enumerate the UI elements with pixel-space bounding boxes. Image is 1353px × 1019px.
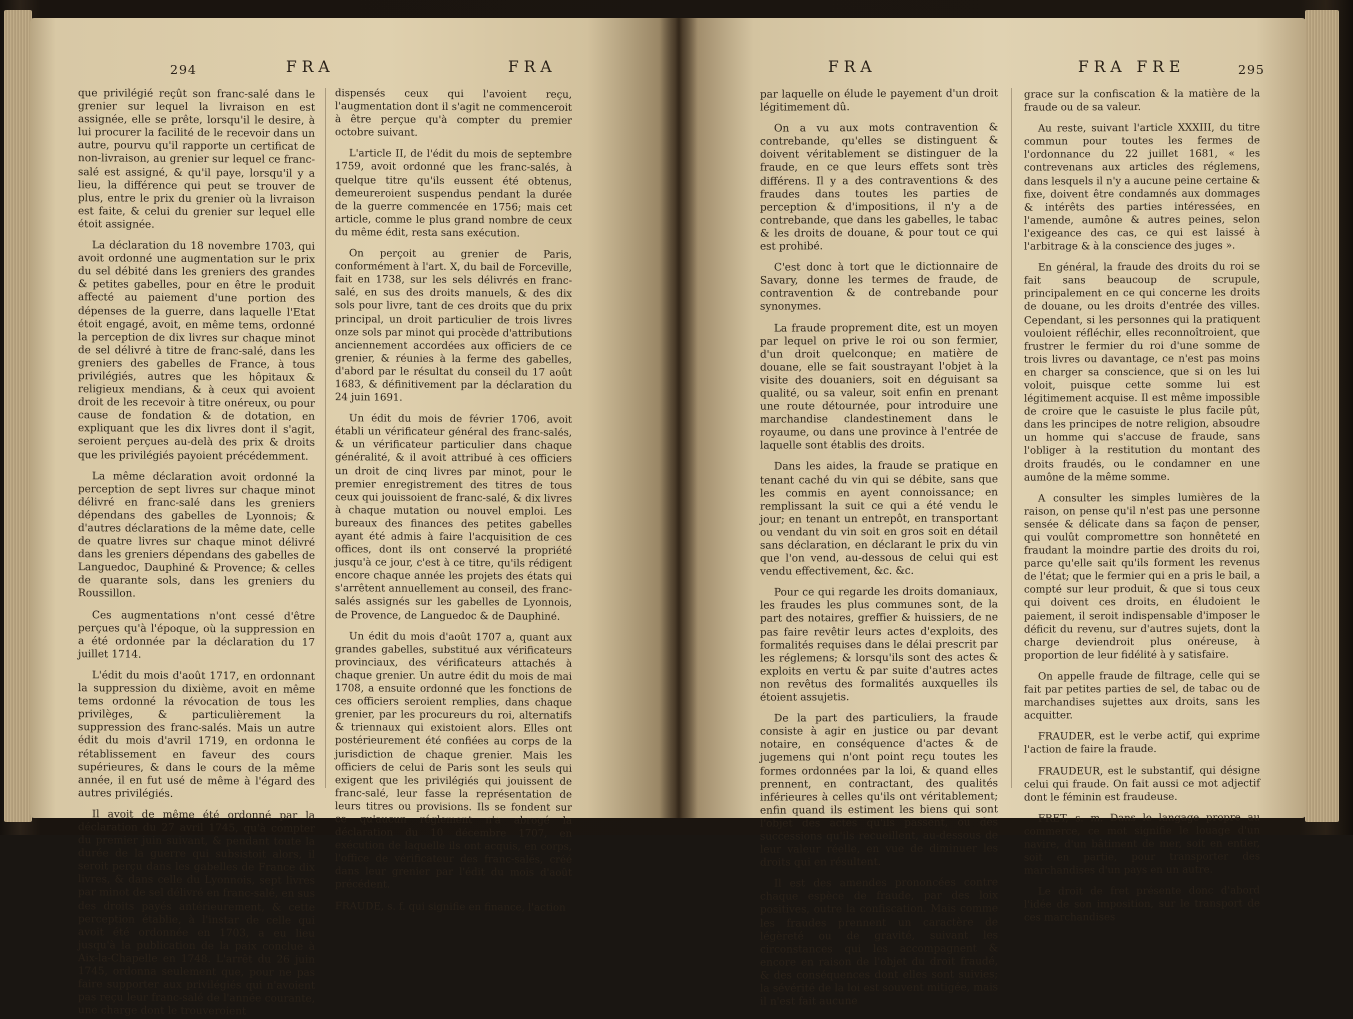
paragraph: grace sur la confiscation & la matière de la fraude ou de sa valeur. [1024,88,1260,114]
paragraph: L'édit du mois d'août 1717, en ordonnant la suppression du dixième, avoit en même tems ordonné la révocation de tous les privilèges, & particulièrement la suppression des franc-salés. Mais un autre édit du mois d'avril 1719, en ordonna le rétablissement en faveur des cours supérieures, & dans le cours de la même année, il en fut usé de même à l'égard des autres privilégiés. [78,669,315,800]
entry-heading-fraude: FRAUDE, s. f. qui signifie en finance, l'action [335,900,566,914]
column-rule [325,88,326,788]
entry-fret: FRET, s. m. Dans le langage propre au commerce, ce mot signifie le louage d'un navire, d'un bâtiment de mer, soit en entier, soit en partie, pour transporter des marchandises d'un pays en un autre. [1024,812,1260,877]
paragraph: Ces augmentations n'ont cessé d'être perçues qu'à l'époque, où la suppression en a été ordonnée par la déclaration du 17 juillet 1714. [78,608,315,661]
right-head-word-2: FRA FRE [1078,58,1186,76]
right-page-number: 295 [1238,62,1265,77]
paragraph: De la part des particuliers, la fraude consiste à agir en justice ou par devant notaire, en conséquence d'actes & de jugemens qui n'ont point reçu toutes les formes ordonnées par la loi, & quand elles prennent, en contractant, des qualités inférieures à celles qu'ils ont véritablement; enfin quand ils estiment les biens qui sont l'objet des actes qu'ils passent, ou des successions qu'ils recueillent, au-dessous de leur valeur réelle, en vue de diminuer les droits qui en résultent. [760,711,998,869]
paragraph: dispensés ceux qui l'avoient reçu, l'augmentation dont il s'agit ne commenceroit à être perçue qu'à compter du premier octobre suivant. [335,88,572,140]
paragraph: La déclaration du 18 novembre 1703, qui avoit ordonné une augmentation sur le prix du sel débité dans les greniers des grandes & petites gabelles, pour en être le produit affecté au paiement d'une portion des dépenses de la guerre, dans laquelle l'Etat étoit engagé, avoit, en même tems, ordonné la perception de dix livres sur chaque minot de sel délivré à titre de franc-salé, dans les greniers des gabelles de France, à tous privilégiés, autres que les hôpitaux & religieux mendians, & à ceux qui avoient droit de les recevoir à titre onéreux, ou pour cause de fondation & de dotation, en expliquant que les dix livres dont il s'agit, seroient perçues au-delà des prix & droits que les privilégiés payoient précédemment. [78,239,315,463]
right-head-word-1: FRA [828,58,877,76]
paragraph: La même déclaration avoit ordonné la perception de sept livres sur chaque minot délivré en franc-salé dans les greniers dépendans des gabelles de Lyonnois; & d'autres déclarations de la même date, celle de quatre livres sur chaque minot délivré dans les greniers dépendans des gabelles de Languedoc, Dauphiné & Provence; & celles de quarante sols, dans les greniers du Roussillon. [78,469,315,601]
right-column-2 [1024,87,1260,925]
left-page-number: 294 [170,62,197,77]
entry-frauder: FRAUDER, est le verbe actif, qui exprime l'action de faire la fraude. [1024,730,1260,757]
left-page [30,18,678,1018]
left-page-edges [4,10,32,822]
left-head-word-1: FRA [286,58,335,76]
paragraph: par laquelle on élude le payement d'un droit légitimement dû. [760,87,998,114]
right-page [678,18,1306,1008]
left-head-word-2: FRA [508,58,557,76]
column-rule [1011,88,1012,788]
left-column-2 [335,87,572,922]
paragraph: La fraude proprement dite, est un moyen par lequel on prive le roi ou son fermier, d'un droit quelconque; en matière de douane, elle se fait soustrayant l'objet à la visite des douaniers, soit en déguisant sa qualité, ou sa valeur, soit enfin en prenant une route détournée, pour introduire une marchandise clandestinement dans le royaume, ou dans une province à l'entrée de laquelle sont établis des droits. [760,320,998,452]
paragraph: Il est des amendes prononcées contre chaque espèce de fraude, par des loix positives, outre la confiscation. Mais comme les fraudes prennent un caractère de légèreté ou de gravité, suivant les circonstances qui les accompagnent & encore en raison de l'objet du droit fraudé, & des conséquences dont elles sont suivies; la sévérité de la loi est souvent mitigée, mais il n'est fait aucune [760,876,998,1008]
paragraph: Un édit du mois de février 1706, avoit établi un vérificateur général des franc-salés, & un vérificateur particulier dans chaque généralité, & il avoit attribué à ces officiers un droit de cinq livres par minot, pour le premier enregistrement des titres de tous ceux qui jouissoient de franc-salé, & dix livres à chaque mutation ou nouvel emploi. Les bureaux des finances des petites gabelles ayant été admis à faire l'acquisition de ces offices, dont ils ont conservé la propriété jusqu'à ce jour, c'est à ce titre, qu'ils rédigent encore chaque année les projets des états qui s'arrêtent annuellement au conseil, des franc-salés assignés sur les gabelles de Lyonnois, de Provence, de Languedoc & de Dauphiné. [335,413,572,623]
paragraph: En général, la fraude des droits du roi se fait sans beaucoup de scrupule, principalement en ce qui concerne les droits de douane, ou les droits d'entrée des villes. Cependant, si les personnes qui la pratiquent vouloient réfléchir, elles reconnoîtroient, que frustrer le fermier du roi d'une somme de trois livres ou davantage, ce n'est pas moins en charger sa conscience, que si on les lui voloit, puisque cette somme lui est légitimement acquise. Il est même impossible de croire que le casuiste le plus facile pût, dans les principes de notre religion, absoudre un homme qui s'accuse de fraude, sans l'obliger à la restitution du montant des droits fraudés, ou le condamner en une aumône de la même somme. [1024,261,1260,484]
paragraph: C'est donc à tort que le dictionnaire de Savary, donne les termes de fraude, de contravention & de contrebande pour synonymes. [760,260,998,314]
entry-fraudeur: FRAUDEUR, est le substantif, qui désigne celui qui fraude. On fait aussi ce mot adjectif dont le féminin est fraudeuse. [1024,764,1260,804]
paragraph: A consulter les simples lumières de la raison, on pense qu'il n'est pas une personne sensée & délicate dans sa façon de penser, qui voulût compromettre son honnêteté en fraudant la moindre partie des droits du roi, parce qu'elle sait qu'ils forment les revenus de l'état; que le fermier qui en a pris le bail, a compté sur leur produit, & que si tous ceux qui doivent ces droits, en éludoient le paiement, il seroit indispensable d'imposer le déficit du revenu, sur d'autres sujets, dont la charge deviendroit plus onéreuse, à proportion de leur fidélité à y satisfaire. [1024,492,1260,662]
right-column-1 [760,87,998,1008]
paragraph: On a vu aux mots contravention & contrebande, qu'elles se distinguent & doivent véritablement se distinguer de la fraude, en ce que leurs effets sont très différens. Il y a des contraventions & des fraudes dans toutes les parties de perception & d'impositions, il n'y a de contrebande, que dans les gabelles, le tabac & les droits de douane, & pour tout ce qui est prohibé. [760,121,998,253]
paragraph: Au reste, suivant l'article XXXIII, du titre commun pour toutes les fermes de l'ordonnance du 22 juillet 1681, « les contrevenans aux articles des réglemens, dans lesquels il n'y a aucune peine certaine & fixe, doivent être condamnés aux dommages & intérêts des parties intéressées, en l'amende, aumône & autres peines, selon l'exigeance des cas, ce qui est laissé à l'arbitrage & à la conscience des juges ». [1024,122,1260,253]
paragraph: On perçoit au grenier de Paris, conformément à l'art. X, du bail de Forceville, fait en 1738, sur les sels délivrés en franc-salé, en sus des droits manuels, & des dix sols pour livre, tant de ces droits que du prix principal, un droit particulier de trois livres onze sols par minot qui procède d'attributions anciennement accordées aux officiers de ce grenier, & réunies à la ferme des gabelles, d'abord par le résultat du conseil du 17 août 1683, & définitivement par la déclaration du 24 juin 1691. [335,248,572,404]
paragraph: On appelle fraude de filtrage, celle qui se fait par petites parties de sel, de tabac ou de marchandises sujettes aux droits, sans les acquitter. [1024,670,1260,722]
paragraph: L'article II, de l'édit du mois de septembre 1759, avoit ordonné que les franc-salés, à quelque titre qu'ils eussent été obtenus, demeureroient suspendus pendant la durée de la guerre commencée en 1756; mais cet article, comme le plus grand nombre de ceux du même édit, resta sans exécution. [335,148,572,240]
left-running-head [30,58,678,82]
paragraph: Le droit de fret présente donc d'abord l'idée de son imposition, sur le transport de ces marchandises [1024,885,1260,925]
paragraph: Un édit du mois d'août 1707 a, quant aux grandes gabelles, substitué aux vérificateurs provinciaux, des vérificateurs attachés à chaque grenier. Un autre édit du mois de mai 1708, a ensuite ordonné que les fonctions de ces officiers seroient remplies, dans chaque grenier, par les procureurs du roi, alternatifs & triennaux qui existoient alors. Elles ont postérieurement été confiées au corps de la jurisdiction de chaque grenier. Mais les officiers de celui de Paris sont les seuls qui exigent que les privilégiés qui jouissent de franc-salé, leur fasse la représentation de leurs titres ou provisions. Ils se fondent sur ce qu'aucun réglement n'a abrogé la déclaration du 10 décembre 1707, en exécution de laquelle ils ont acquis, en corps, l'office de vérificateur des franc-salés, créé dans leur grenier par l'édit du mois d'août précédent. [335,630,572,891]
left-column-1 [78,87,315,1019]
paragraph: Dans les aides, la fraude se pratique en tenant caché du vin qui se débite, sans que les commis en ayent connoissance; en remplissant la suit ce qui a été vendu le jour; en tenant un entrepôt, en transportant ou vendant du vin soit en gros soit en détail sans déclaration, en déclarant le prix du vin que l'on vend, au-dessous de celui qui est vendu effectivement, &c. &c. [760,459,998,578]
right-running-head [678,58,1306,82]
paragraph: que privilégié reçût son franc-salé dans le grenier sur lequel la livraison en est assignée, elle se prête, lorsqu'il le desire, à lui procurer la facilité de le recevoir dans un autre, pourvu qu'il rapporte un certificat de non-livraison, au grenier sur lequel ce franc-salé est assigné, & qu'il paye, lorsqu'il y a lieu, la différence qui peut se trouver de plus, entre le prix du grenier où la livraison est faite, & celui du grenier sur lequel elle étoit assignée. [78,87,315,231]
paragraph: Il avoit de même été ordonné par la déclaration du 27 avril 1745, qu'à compter du premier juin suivant, & pendant toute la durée de la guerre qui subsistoit alors, il seroit perçu dans les gabelles de France dix livres, & dans celle du Lyonnois, sept livres par minot de sel délivré en franc-salé, en sus des droits payés antérieurement, & cette perception établie, à l'instar de celle qui avoit été ordonnée en 1703, a eu lieu jusqu'à la publication de la paix conclue à Aix-la-Chapelle en 1748. L'arrêt du 26 juin 1745, ordonna seulement que, pour ne pas faire supporter aux privilégiés qui n'avoient pas reçu leur franc-salé de l'année courante, une charge dont le trouveroient [78,808,315,1018]
paragraph: Pour ce qui regarde les droits domaniaux, les fraudes les plus communes sont, de la part des notaires, greffier & huissiers, de ne pas faire revêtir leurs actes d'exploits, des formalités requises dans le délai prescrit par les réglemens; & lorsqu'ils sont des actes & exploits en vertu & par suite d'autres actes non revêtus des formalités auxquelles ils étoient assujetis. [760,585,998,704]
right-page-edges [1305,10,1339,822]
